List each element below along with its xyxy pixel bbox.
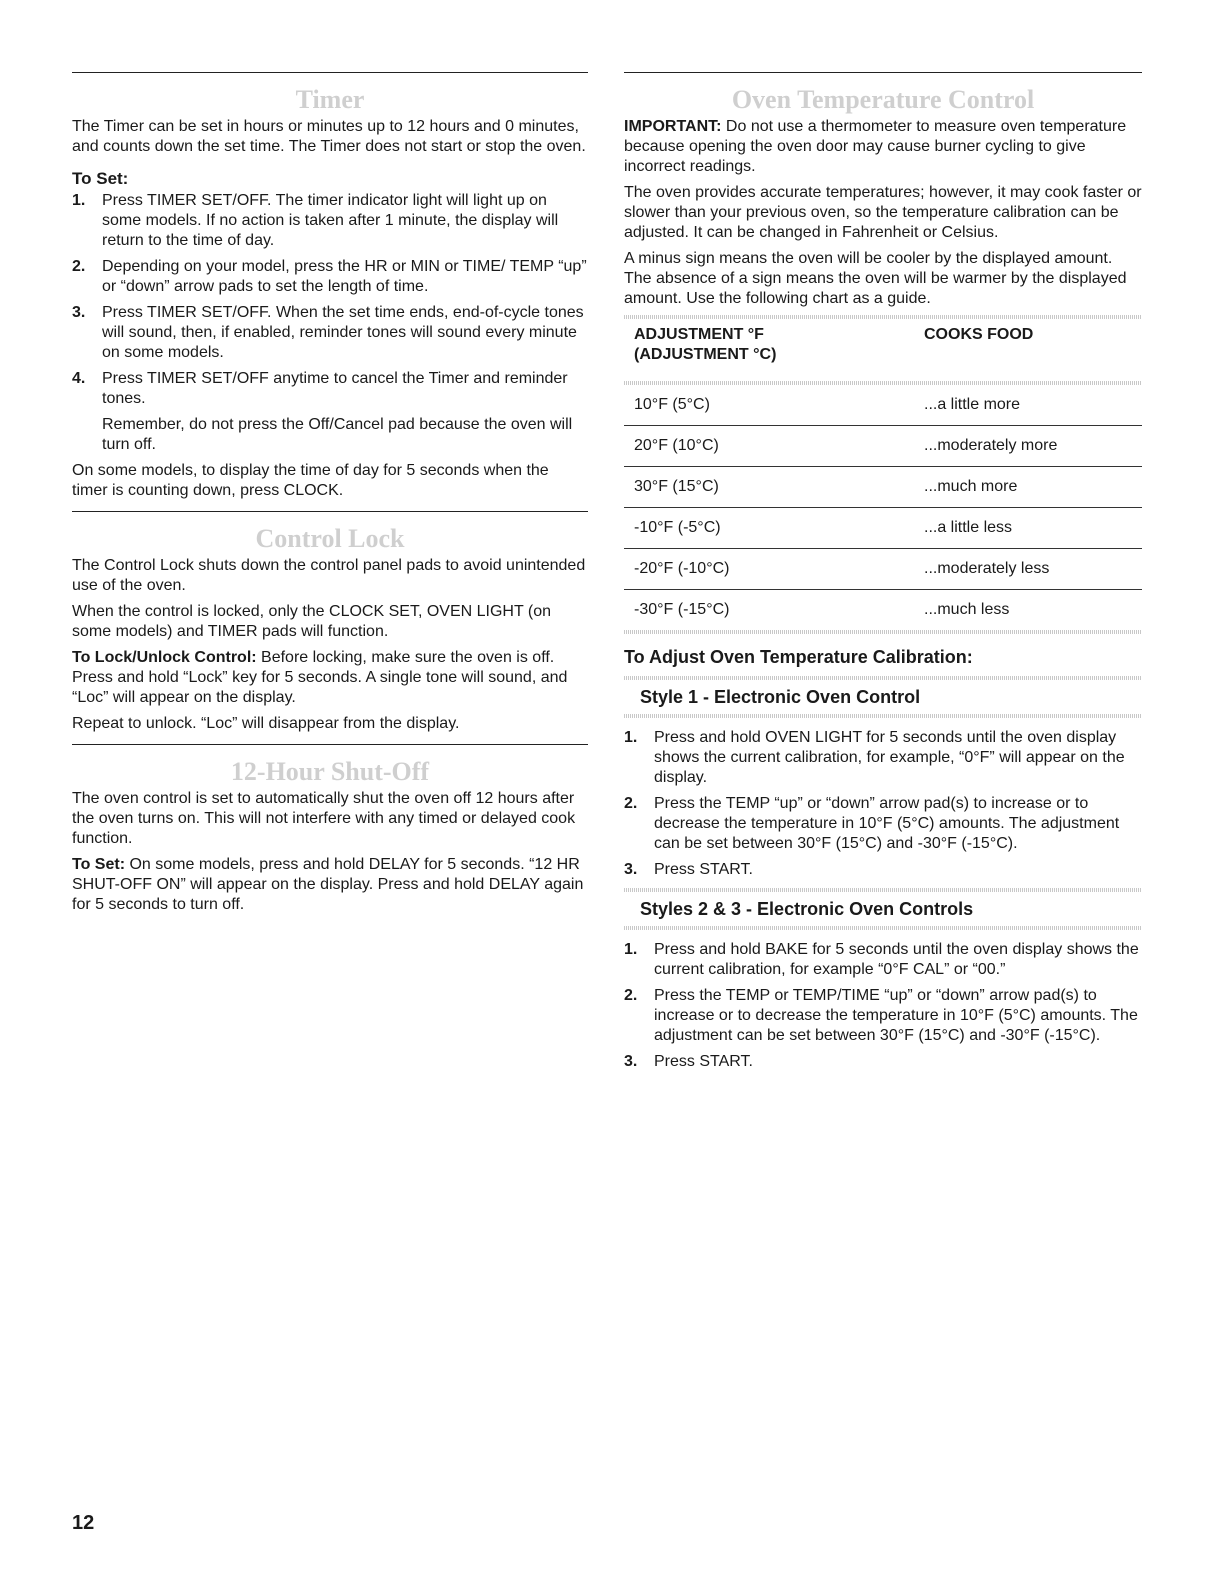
cell-cooks: ...moderately more [914, 426, 1142, 467]
left-column [72, 72, 588, 921]
table-row [624, 467, 1142, 508]
list-item [624, 986, 1142, 1046]
style1-steps [624, 728, 1142, 880]
list-item [624, 1052, 1142, 1072]
step-text: Press START. [654, 861, 753, 878]
table-row [624, 590, 1142, 631]
table-row [624, 508, 1142, 549]
section-rule [72, 72, 588, 73]
shutoff-instructions [72, 855, 588, 915]
cell-cooks: ...a little less [914, 508, 1142, 549]
step-number: 3. [72, 304, 86, 321]
step-number: 1. [624, 729, 638, 746]
list-item [624, 860, 1142, 880]
important-label: IMPORTANT: [624, 118, 722, 135]
step-text: Press START. [654, 1053, 753, 1070]
step-number: 1. [72, 192, 86, 209]
step-number: 1. [624, 941, 638, 958]
list-item [624, 794, 1142, 854]
step-text: Press TIMER SET/OFF. The timer indicator light will light up on some models. If no action is taken after 1 minute, the display will return to the time of day. [102, 192, 559, 249]
header-adjustment-c: (ADJUSTMENT °C) [634, 346, 777, 363]
step-text: Press the TEMP “up” or “down” arrow pad(s) to increase or to decrease the temperature in 10°F (5°C) amounts. The adjustment can be set between 30°F (15°C) and -30°F (-15°C). [654, 795, 1120, 852]
table-row [624, 426, 1142, 467]
section-rule [72, 511, 588, 512]
set-label: To Set: [72, 856, 126, 873]
style23-heading: Styles 2 & 3 - Electronic Oven Controls [640, 899, 974, 919]
timer-note: Remember, do not press the Off/Cancel pad because the oven will turn off. [102, 416, 573, 453]
control-lock-pads: When the control is locked, only the CLOCK SET, OVEN LIGHT (on some models) and TIMER pads will function. [72, 603, 552, 640]
otc-accuracy: The oven provides accurate temperatures; however, it may cook faster or slower than your previous oven, so the temperature calibration can be adjusted. It can be changed in Fahrenheit or Celsius. [624, 184, 1142, 241]
header-cooks-food: COOKS FOOD [924, 326, 1034, 343]
otc-title: Oven Temperature Control [731, 85, 1035, 114]
cell-adjustment: 30°F (15°C) [624, 467, 914, 508]
step-text: Press TIMER SET/OFF. When the set time ends, end-of-cycle tones will sound, then, if enabled, reminder tones will sound every minute on some models. [102, 304, 584, 361]
timer-steps [72, 191, 588, 409]
step-number: 2. [624, 987, 638, 1004]
step-number: 2. [624, 795, 638, 812]
important-text: Do not use a thermometer to measure oven temperature because opening the oven door may cause burner cycling to give incorrect readings. [624, 118, 1127, 175]
control-lock-unlock: Repeat to unlock. “Loc” will disappear from the display. [72, 715, 460, 732]
list-item [72, 191, 588, 251]
table-row [624, 385, 1142, 426]
step-number: 3. [624, 1053, 638, 1070]
list-item [624, 728, 1142, 788]
lock-text: Before locking, make sure the oven is off. Press and hold “Lock” key for 5 seconds. A single tone will sound, and “Loc” will appear on the display. [72, 649, 568, 706]
right-column [624, 72, 1142, 1078]
cell-cooks: ...moderately less [914, 549, 1142, 590]
step-number: 3. [624, 861, 638, 878]
timer-title: Timer [295, 85, 365, 114]
header-adjustment [624, 319, 914, 381]
step-text: Depending on your model, press the HR or MIN or TIME/ TEMP “up” or “down” arrow pads to set the length of time. [102, 258, 587, 295]
style23-steps [624, 940, 1142, 1072]
set-text: On some models, press and hold DELAY for 5 seconds. “12 HR SHUT-OFF ON” will appear on the display. Press and hold DELAY again for 5 seconds to turn off. [72, 856, 584, 913]
list-item [72, 369, 588, 409]
control-lock-instructions [72, 648, 588, 708]
style1-heading: Style 1 - Electronic Oven Control [640, 687, 921, 707]
cell-adjustment: -20°F (-10°C) [624, 549, 914, 590]
otc-minus-sign: A minus sign means the oven will be cooler by the displayed amount. The absence of a sign means the oven will be warmer by the displayed amount. Use the following chart as a guide. [624, 250, 1127, 307]
timer-to-set-heading: To Set: [72, 169, 129, 188]
control-lock-title: Control Lock [255, 524, 405, 553]
step-text: Press TIMER SET/OFF anytime to cancel the Timer and reminder tones. [102, 370, 568, 407]
cell-adjustment: 10°F (5°C) [624, 385, 914, 426]
hatch-rule [624, 714, 1142, 718]
timer-intro: The Timer can be set in hours or minutes up to 12 hours and 0 minutes, and counts down the set time. The Timer does not start or stop the oven. [72, 118, 586, 155]
hatch-rule [624, 630, 1142, 634]
step-text: Press the TEMP or TEMP/TIME “up” or “down” arrow pad(s) to increase or to decrease the temperature in 10°F (5°C) amounts. The adjustment can be set between 30°F (15°C) and -30°F (-15°C). [654, 987, 1138, 1044]
hatch-rule [624, 926, 1142, 930]
step-number: 4. [72, 370, 86, 387]
step-text: Press and hold BAKE for 5 seconds until the oven display shows the current calibration, for example “0°F CAL” or “00.” [654, 941, 1139, 978]
otc-important [624, 117, 1142, 177]
section-rule [72, 744, 588, 745]
cell-cooks: ...a little more [914, 385, 1142, 426]
list-item [624, 940, 1142, 980]
table-header-row [624, 319, 1142, 381]
adjust-calibration-heading: To Adjust Oven Temperature Calibration: [624, 647, 973, 667]
list-item [72, 257, 588, 297]
page-number: 12 [72, 1512, 95, 1534]
cell-cooks: ...much less [924, 601, 1010, 618]
cell-adjustment: 20°F (10°C) [624, 426, 914, 467]
table-row [624, 549, 1142, 590]
shutoff-intro: The oven control is set to automatically shut the oven off 12 hours after the oven turns on. This will not interfere with any timed or delayed cook function. [72, 790, 576, 847]
step-text: Press and hold OVEN LIGHT for 5 seconds until the oven display shows the current calibration, for example, “0°F” will appear on the display. [654, 729, 1125, 786]
adjustment-table [624, 319, 1142, 630]
step-number: 2. [72, 258, 86, 275]
list-item [72, 303, 588, 363]
control-lock-intro: The Control Lock shuts down the control panel pads to avoid unintended use of the oven. [72, 557, 586, 594]
cell-adjustment: -30°F (-15°C) [634, 601, 730, 618]
shutoff-title: 12-Hour Shut-Off [230, 757, 430, 786]
cell-adjustment: -10°F (-5°C) [624, 508, 914, 549]
lock-label: To Lock/Unlock Control: [72, 649, 257, 666]
cell-cooks: ...much more [914, 467, 1142, 508]
timer-clock-text: On some models, to display the time of day for 5 seconds when the timer is counting down, press CLOCK. [72, 462, 549, 499]
header-adjustment-f: ADJUSTMENT °F [634, 326, 764, 343]
section-rule [624, 72, 1142, 73]
